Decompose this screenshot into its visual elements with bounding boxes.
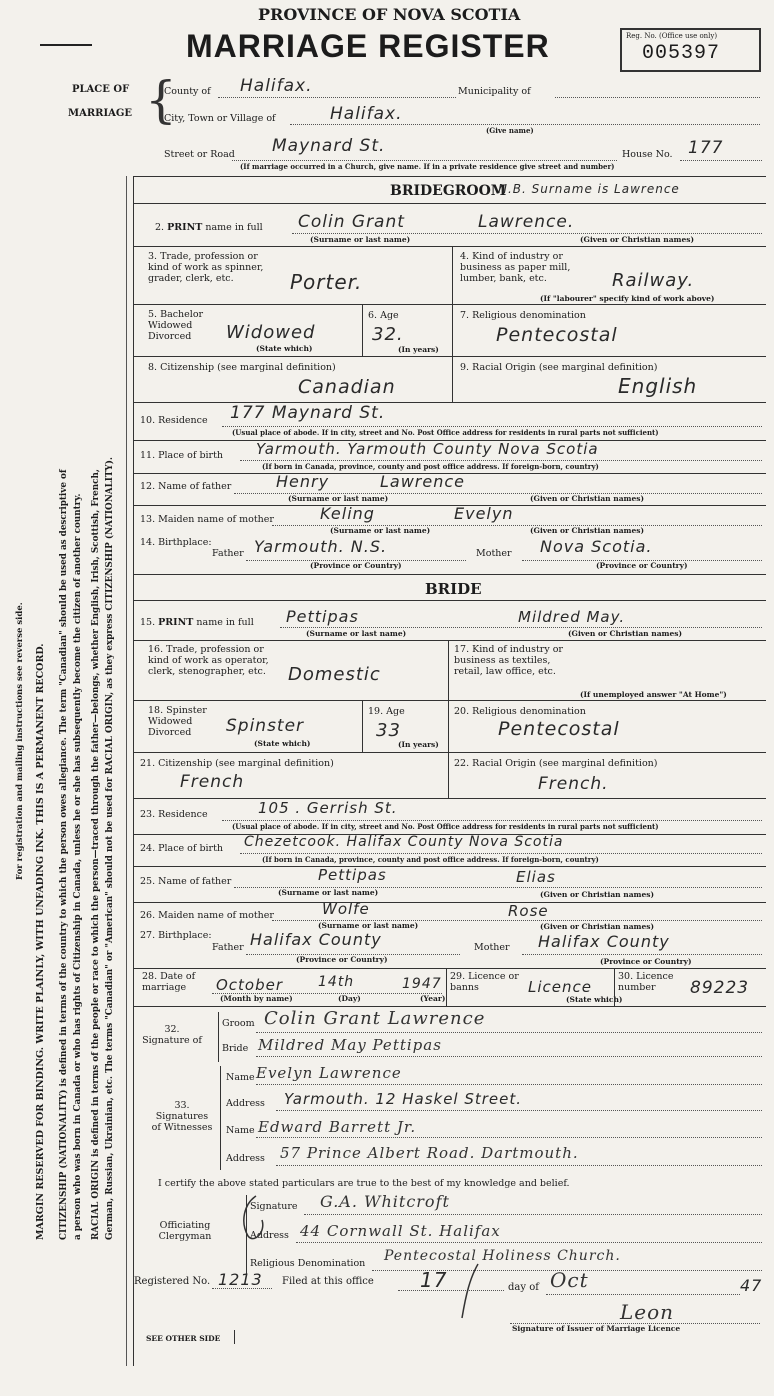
header-dash xyxy=(40,44,92,46)
groom-father-given-caption: (Given or Christian names) xyxy=(530,494,645,503)
field-29-label: 29. Licence or banns xyxy=(450,971,519,993)
licence-type: Licence xyxy=(528,978,592,996)
groom-signature: Colin Grant Lawrence xyxy=(264,1008,486,1029)
field-6-label: 6. Age xyxy=(368,310,399,321)
field-16-label: 16. Trade, profession or kind of work as operator, clerk, stenographer, etc. xyxy=(148,644,269,677)
margin-citizenship-def-1: CITIZENSHIP (NATIONALITY) is defined in terms of the country to which the person owes allegiance. The term "Canadian" should be used as descriptive of xyxy=(59,469,69,1240)
filed-label: Filed at this office xyxy=(282,1276,374,1287)
groom-racial: English xyxy=(618,374,698,398)
groom-divider-1 xyxy=(133,203,766,204)
give-name-caption: (Give name) xyxy=(486,126,534,135)
street-line xyxy=(232,160,617,161)
bride-mother-bp-line xyxy=(522,954,762,955)
clergy-address-label: Address xyxy=(250,1230,289,1241)
bride-residence-line xyxy=(222,820,762,821)
clergy-denom-label: Religious Denomination xyxy=(250,1258,366,1269)
groom-name-line xyxy=(292,233,762,234)
city-value: Halifax. xyxy=(330,104,403,124)
place-brace: { xyxy=(145,71,177,129)
bride-sig-line xyxy=(256,1056,762,1057)
day-of-label: day of xyxy=(508,1282,539,1293)
groom-bottom-border xyxy=(133,574,766,575)
bride-col-18-19 xyxy=(362,700,363,752)
field-5-label: 5. Bachelor Widowed Divorced xyxy=(148,309,204,342)
w2-address-line xyxy=(276,1165,762,1166)
city-label: City, Town or Village of xyxy=(164,113,276,124)
bride-heading: BRIDE xyxy=(425,580,482,598)
field-2-print: PRINT xyxy=(167,222,203,233)
groom-divider-2 xyxy=(133,246,766,247)
field-25-label: 25. Name of father xyxy=(140,876,232,887)
house-label: House No. xyxy=(622,149,673,160)
county-line xyxy=(218,97,456,98)
registered-label: Registered No. xyxy=(134,1276,211,1287)
province-title: PROVINCE OF NOVA SCOTIA xyxy=(258,5,521,24)
groom-father-bp-label: Father xyxy=(212,548,244,559)
bride-divider-5 xyxy=(133,798,766,799)
bride-father-surname: Pettipas xyxy=(318,866,387,884)
groom-divider-8 xyxy=(133,505,766,506)
bride-signature: Mildred May Pettipas xyxy=(258,1036,442,1054)
bridegroom-note: N.B. Surname is Lawrence xyxy=(498,182,680,196)
certification-text: I certify the above stated particulars are true to the best of my knowledge and belief. xyxy=(158,1178,570,1189)
see-other-side: SEE OTHER SIDE xyxy=(146,1334,221,1343)
groom-residence-caption: (Usual place of abode. If in city, street and No. Post Office address for residents in rural parts not sufficient) xyxy=(232,428,659,437)
bride-religion: Pentecostal xyxy=(498,718,620,740)
groom-father-bp-caption: (Province or Country) xyxy=(310,561,402,570)
bride-col-16-17 xyxy=(448,640,449,700)
groom-col-3-4 xyxy=(452,246,453,304)
house-value: 177 xyxy=(688,138,724,158)
bride-mother-given-caption: (Given or Christian names) xyxy=(540,922,655,931)
field-2-num: 2. xyxy=(155,222,165,233)
groom-col-5-6 xyxy=(362,304,363,356)
municipality-line xyxy=(555,97,760,98)
clergy-address: 44 Cornwall St. Halifax xyxy=(300,1222,501,1240)
bride-divider-7 xyxy=(133,866,766,867)
marriage-day-caption: (Day) xyxy=(338,994,361,1003)
bride-residence: 105 . Gerrish St. xyxy=(258,799,398,817)
margin-citizenship-def-2: a person who was born in Canada or who has rights of Citizenship in Canada, unless he or she has subsequently become the citizen of another country. xyxy=(73,493,83,1240)
margin-instructions: For registration and mailing instructions see reverse side. xyxy=(15,602,25,880)
marriage-month-caption: (Month by name) xyxy=(220,994,293,1003)
field-26-label: 26. Maiden name of mother xyxy=(140,910,274,921)
clergy-address-line xyxy=(296,1242,762,1243)
reg-number: 005397 xyxy=(642,42,721,65)
bride-given-caption: (Given or Christian names) xyxy=(568,629,683,638)
groom-mother-given: Evelyn xyxy=(454,504,514,523)
field-28-label: 28. Date of marriage xyxy=(142,971,196,993)
groom-citizenship: Canadian xyxy=(298,376,396,398)
bride-father-surname-caption: (Surname or last name) xyxy=(278,888,379,897)
bride-sig-label: Bride xyxy=(222,1043,249,1054)
groom-age: 32. xyxy=(372,324,404,345)
groom-trade: Porter. xyxy=(290,270,363,294)
field-3-label: 3. Trade, profession or kind of work as spinner, grader, clerk, etc. xyxy=(148,251,264,284)
groom-given: Lawrence. xyxy=(478,212,575,232)
w1-name-line xyxy=(256,1084,762,1085)
form-top-border xyxy=(133,176,766,177)
sig-32-bracket xyxy=(218,1012,219,1062)
marriage-label: MARRIAGE xyxy=(68,108,133,119)
groom-given-caption: (Given or Christian names) xyxy=(580,235,695,244)
licence-number: 89223 xyxy=(690,978,750,998)
groom-col-8-9 xyxy=(452,356,453,402)
bride-mother-given: Rose xyxy=(508,902,549,920)
w1-address-label: Address xyxy=(226,1098,265,1109)
bridegroom-heading: BRIDEGROOM xyxy=(390,183,507,199)
bride-mother-surname-caption: (Surname or last name) xyxy=(318,921,419,930)
w2-address-label: Address xyxy=(226,1153,265,1164)
issuer-signature: Leon xyxy=(620,1300,675,1324)
groom-birthplace: Yarmouth. Yarmouth County Nova Scotia xyxy=(256,440,599,458)
margin-racial-def-1: RACIAL ORIGIN is defined in terms of the people or race to which the person—traced through the father—belongs, whether English, Irish, Scottish, French, xyxy=(91,469,101,1240)
field-12-label: 12. Name of father xyxy=(140,481,232,492)
bride-racial: French. xyxy=(538,774,609,794)
field-30-label: 30. Licence number xyxy=(618,971,674,993)
place-note: (If marriage occurred in a Church, give name. If in a private residence give street and number) xyxy=(240,162,615,171)
page-title: MARRIAGE REGISTER xyxy=(186,28,550,64)
groom-residence-line xyxy=(222,426,762,427)
w2-name-line xyxy=(256,1137,762,1138)
bride-birthplace-caption: (If born in Canada, province, county and post office address. If foreign-born, country) xyxy=(262,855,599,864)
see-other-mark xyxy=(234,1330,235,1344)
field-18-label: 18. Spinster Widowed Divorced xyxy=(148,705,207,738)
bride-age: 33 xyxy=(376,720,401,741)
field-20-label: 20. Religious denomination xyxy=(454,706,586,717)
officiating-clergyman-label: Officiating Clergyman xyxy=(158,1220,212,1242)
filed-year: 47 xyxy=(740,1276,763,1295)
field-15-label: name in full xyxy=(196,617,254,628)
filed-month-line xyxy=(546,1294,740,1295)
bride-father-given: Elias xyxy=(516,868,556,886)
licence-type-caption: (State which) xyxy=(566,995,623,1004)
groom-surname: Colin Grant xyxy=(298,212,405,232)
witness-1-name: Evelyn Lawrence xyxy=(256,1064,402,1082)
bride-given: Mildred May. xyxy=(518,608,626,626)
field-4-label: 4. Kind of industry or business as paper mill, lumber, bank, etc. xyxy=(460,251,571,284)
w2-name-label: Name xyxy=(226,1125,255,1136)
field-21-label: 21. Citizenship (see marginal definition) xyxy=(140,758,334,769)
bride-name-line xyxy=(280,627,762,628)
reg-number-label: Reg. No. (Office use only) xyxy=(626,32,718,40)
bride-mother-birthplace: Halifax County xyxy=(538,932,670,951)
field-24-label: 24. Place of birth xyxy=(140,843,224,854)
bride-industry-caption: (If unemployed answer "At Home") xyxy=(580,690,727,699)
field-2-label: name in full xyxy=(205,222,263,233)
clergy-sig-label: Signature xyxy=(250,1201,298,1212)
bride-surname: Pettipas xyxy=(286,607,359,626)
clergy-flourish-mark xyxy=(236,1192,276,1248)
bride-father-birthplace: Halifax County xyxy=(250,930,382,949)
witness-1-address: Yarmouth. 12 Haskel Street. xyxy=(284,1090,523,1108)
bride-divider-1 xyxy=(133,600,766,601)
groom-residence: 177 Maynard St. xyxy=(230,403,386,423)
field-14-label: 14. Birthplace: xyxy=(140,537,212,548)
marriage-year: 1947 xyxy=(402,976,442,992)
bride-age-caption: (In years) xyxy=(398,740,439,749)
groom-divider-5 xyxy=(133,402,766,403)
groom-sig-line xyxy=(256,1032,762,1033)
form-left-border xyxy=(133,176,134,1366)
county-value: Halifax. xyxy=(240,76,313,96)
bride-citizenship: French xyxy=(180,772,245,792)
groom-mother-bp-caption: (Province or Country) xyxy=(596,561,688,570)
groom-father-birthplace: Yarmouth. N.S. xyxy=(254,537,388,556)
bride-col-21-22 xyxy=(448,752,449,798)
city-line xyxy=(290,124,760,125)
groom-religion: Pentecostal xyxy=(496,324,618,346)
registered-number: 1213 xyxy=(218,1270,263,1289)
groom-father-surname: Henry xyxy=(276,472,330,491)
issuer-caption: Signature of Issuer of Marriage Licence xyxy=(512,1324,681,1333)
marriage-month: October xyxy=(216,976,284,994)
street-label: Street or Road xyxy=(164,149,235,160)
bride-surname-caption: (Surname or last name) xyxy=(306,629,407,638)
groom-age-caption: (In years) xyxy=(398,345,439,354)
bride-divider-2 xyxy=(133,640,766,641)
groom-col-6-7 xyxy=(452,304,453,356)
filed-day-stroke xyxy=(456,1262,486,1322)
bride-status-caption: (State which) xyxy=(254,739,311,748)
groom-mother-bp-label: Mother xyxy=(476,548,512,559)
groom-divider-4 xyxy=(133,356,766,357)
filed-month: Oct xyxy=(550,1268,589,1292)
field-13-label: 13. Maiden name of mother xyxy=(140,514,274,525)
filed-day: 17 xyxy=(420,1268,448,1292)
groom-father-given: Lawrence xyxy=(380,472,466,491)
bride-mother-surname: Wolfe xyxy=(322,900,370,918)
date-bottom-border xyxy=(133,1006,766,1007)
field-7-label: 7. Religious denomination xyxy=(460,310,586,321)
form-left-border-2 xyxy=(126,176,127,1366)
street-value: Maynard St. xyxy=(272,136,386,156)
groom-mother-surname-caption: (Surname or last name) xyxy=(330,526,431,535)
bride-father-bp-caption: (Province or Country) xyxy=(296,955,388,964)
filed-day-line xyxy=(398,1290,504,1291)
groom-mother-surname: Keling xyxy=(320,504,375,523)
groom-divider-3 xyxy=(133,304,766,305)
reg-number-box xyxy=(620,28,761,72)
groom-industry: Railway. xyxy=(612,270,695,291)
witness-2-name: Edward Barrett Jr. xyxy=(258,1118,417,1136)
field-8-label: 8. Citizenship (see marginal definition) xyxy=(148,362,336,373)
field-22-label: 22. Racial Origin (see marginal definition) xyxy=(454,758,658,769)
bride-birthplace-line xyxy=(240,853,762,854)
groom-status: Widowed xyxy=(226,322,316,343)
field-32-label: 32. Signature of xyxy=(142,1024,202,1046)
bride-divider-3 xyxy=(133,700,766,701)
groom-surname-caption: (Surname or last name) xyxy=(310,235,411,244)
bride-divider-8 xyxy=(133,902,766,903)
field-15-num: 15. xyxy=(140,617,156,628)
groom-mother-given-caption: (Given or Christian names) xyxy=(530,526,645,535)
bride-birthplace: Chezetcook. Halifax County Nova Scotia xyxy=(244,834,564,850)
field-11-label: 11. Place of birth xyxy=(140,450,224,461)
field-15-print: PRINT xyxy=(158,617,194,628)
field-17-label: 17. Kind of industry or business as textiles, retail, law office, etc. xyxy=(454,644,563,677)
bride-mother-bp-caption: (Province or Country) xyxy=(600,957,692,966)
date-col-29-30 xyxy=(614,968,615,1006)
clergy-sig-line xyxy=(304,1214,762,1215)
bride-trade: Domestic xyxy=(288,664,381,685)
margin-binding-notice: MARGIN RESERVED FOR BINDING. WRITE PLAINLY, WITH UNFADING INK. THIS IS A PERMANENT RECORD. xyxy=(35,643,46,1240)
groom-industry-caption: (If "labourer" specify kind of work above) xyxy=(540,294,715,303)
witness-2-address: 57 Prince Albert Road. Dartmouth. xyxy=(280,1144,579,1162)
w1-address-line xyxy=(276,1110,762,1111)
marriage-year-caption: (Year) xyxy=(420,994,446,1003)
field-9-label: 9. Racial Origin (see marginal definition) xyxy=(460,362,658,373)
bride-father-bp-label: Father xyxy=(212,942,244,953)
bride-mother-bp-label: Mother xyxy=(474,942,510,953)
bride-divider-4 xyxy=(133,752,766,753)
groom-sig-label: Groom xyxy=(222,1018,255,1029)
groom-father-surname-caption: (Surname or last name) xyxy=(288,494,389,503)
bride-father-given-caption: (Given or Christian names) xyxy=(540,890,655,899)
municipality-label: Municipality of xyxy=(458,86,531,97)
county-label: County of xyxy=(164,86,211,97)
groom-mother-birthplace: Nova Scotia. xyxy=(540,537,653,556)
clergy-denomination: Pentecostal Holiness Church. xyxy=(384,1248,621,1264)
w1-name-label: Name xyxy=(226,1072,255,1083)
bride-residence-caption: (Usual place of abode. If in city, street and No. Post Office address for residents in rural parts not sufficient) xyxy=(232,822,659,831)
groom-birthplace-line xyxy=(240,460,762,461)
field-10-label: 10. Residence xyxy=(140,415,208,426)
clergy-signature: G.A. Whitcroft xyxy=(320,1192,450,1211)
bride-bottom-border xyxy=(133,968,766,969)
registered-line xyxy=(212,1288,272,1289)
place-of-label: PLACE OF xyxy=(72,84,130,95)
house-line xyxy=(680,160,762,161)
bride-col-19-20 xyxy=(448,700,449,752)
groom-birthplace-caption: (If born in Canada, province, county and post office address. If foreign-born, country) xyxy=(262,462,599,471)
marriage-day: 14th xyxy=(318,974,355,990)
margin-racial-def-2: German, Russian, Ukrainian, etc. The terms "Canadian" or "American" should not be used for RACIAL ORIGIN, as they express CITIZENSHIP (NATIONALITY). xyxy=(105,457,115,1240)
sig-33-bracket xyxy=(220,1066,221,1170)
field-33-label: 33. Signatures of Witnesses xyxy=(151,1100,213,1133)
field-19-label: 19. Age xyxy=(368,706,405,717)
groom-status-caption: (State which) xyxy=(256,344,313,353)
date-col-28-29 xyxy=(446,968,447,1006)
bride-status: Spinster xyxy=(226,716,305,736)
field-23-label: 23. Residence xyxy=(140,809,208,820)
field-27-label: 27. Birthplace: xyxy=(140,930,212,941)
